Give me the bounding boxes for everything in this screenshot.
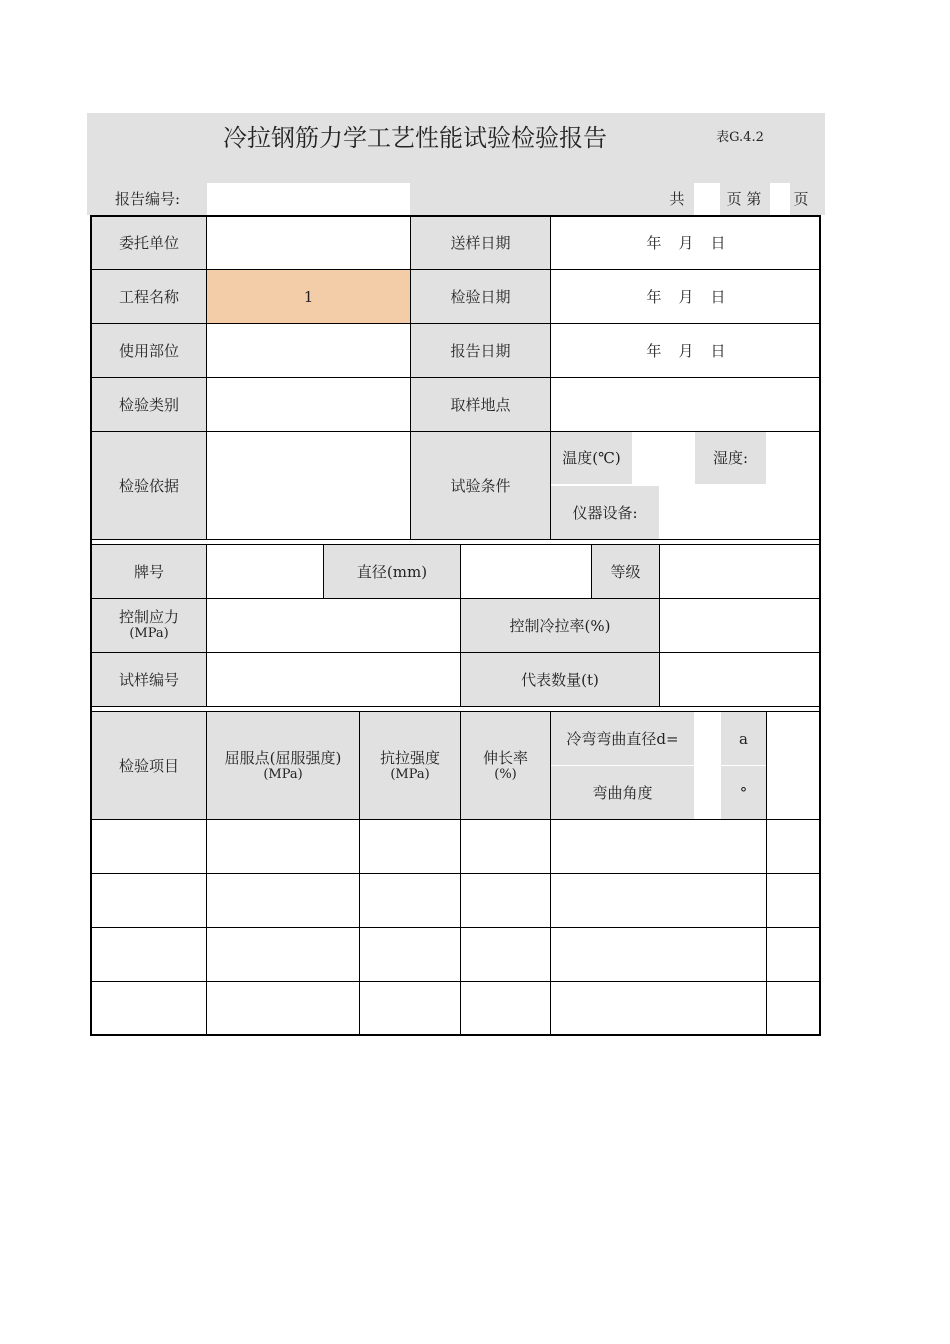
test-date-month: 月 xyxy=(678,287,694,306)
page-current-field[interactable] xyxy=(770,183,790,215)
temp-label: 温度(℃) xyxy=(551,432,632,484)
basis-label: 检验依据 xyxy=(118,476,179,495)
grade-no-label: 牌号 xyxy=(92,545,206,598)
grid-line xyxy=(92,269,819,270)
yield-label: 屈服点(屈服强度) xyxy=(224,749,342,767)
grid-line xyxy=(92,652,819,653)
table-number: 表G.4.2 xyxy=(716,130,764,145)
equipment-label: 仪器设备: xyxy=(551,486,659,539)
send-date-day: 日 xyxy=(710,234,726,252)
bend-degree-symbol: ° xyxy=(721,766,766,819)
grid-line xyxy=(591,545,592,598)
send-date-year: 年 xyxy=(646,234,662,252)
bend-diameter-label: 冷弯弯曲直径d= xyxy=(551,712,694,765)
result-row-3[interactable] xyxy=(92,928,819,981)
send-date-month: 月 xyxy=(678,234,694,252)
page-total-field[interactable] xyxy=(694,183,720,215)
report-no-field[interactable] xyxy=(207,183,410,215)
grid-line xyxy=(92,377,819,378)
bend-angle-label: 弯曲角度 xyxy=(551,766,694,819)
page-current-label: 页 第 xyxy=(726,190,762,208)
bend-a-label: a xyxy=(721,712,766,765)
grid-line xyxy=(92,598,819,599)
control-stress-label: 控制应力 xyxy=(118,608,179,626)
grid-line xyxy=(92,431,819,432)
test-date-year: 年 xyxy=(646,287,662,306)
section-divider xyxy=(92,706,819,707)
report-date-year: 年 xyxy=(646,341,662,360)
grid-line xyxy=(206,217,207,539)
yield-unit: (MPa) xyxy=(263,767,303,782)
grid-line xyxy=(659,545,660,706)
grid-line xyxy=(460,545,461,706)
tensile-unit: (MPa) xyxy=(390,767,430,782)
control-ratio-label: 控制冷拉率(%) xyxy=(461,599,659,652)
result-row-2[interactable] xyxy=(92,874,819,927)
elongation-unit: (%) xyxy=(494,767,517,782)
grid-line xyxy=(92,323,819,324)
use-part-label: 使用部位 xyxy=(118,341,179,360)
client-label: 委托单位 xyxy=(118,234,179,252)
project-value: 1 xyxy=(303,287,314,306)
grid-line xyxy=(410,217,411,539)
page-total-label: 共 xyxy=(669,190,685,208)
project-label: 工程名称 xyxy=(118,287,179,306)
item-label: 检验项目 xyxy=(92,712,206,819)
page-title: 冷拉钢筋力学工艺性能试验检验报告 xyxy=(223,124,607,152)
elongation-label: 伸长率 xyxy=(482,749,528,767)
report-date-day: 日 xyxy=(710,341,726,360)
result-row-1[interactable] xyxy=(92,820,819,873)
report-date-label: 报告日期 xyxy=(450,341,511,360)
quantity-label: 代表数量(t) xyxy=(461,653,659,706)
level-label: 等级 xyxy=(592,545,659,598)
sample-site-label: 取样地点 xyxy=(450,395,511,414)
result-row-4[interactable] xyxy=(92,982,819,1034)
report-no-label: 报告编号: xyxy=(114,190,181,208)
control-stress-unit: (MPa) xyxy=(129,626,169,641)
sample-no-label: 试样编号 xyxy=(92,653,206,706)
grid-line xyxy=(323,545,324,598)
grid-line xyxy=(206,545,207,706)
test-date-label: 检验日期 xyxy=(450,287,511,306)
grid-line xyxy=(550,217,551,539)
humidity-label: 湿度: xyxy=(695,432,766,484)
send-date-label: 送样日期 xyxy=(450,234,511,252)
section-divider xyxy=(92,539,819,540)
report-date-month: 月 xyxy=(678,341,694,360)
conditions-label: 试验条件 xyxy=(450,476,511,495)
test-date-day: 日 xyxy=(710,287,726,306)
page-end-label: 页 xyxy=(793,190,809,208)
tensile-label: 抗拉强度 xyxy=(379,749,440,767)
diameter-label: 直径(mm) xyxy=(324,545,460,598)
category-label: 检验类别 xyxy=(118,395,179,414)
